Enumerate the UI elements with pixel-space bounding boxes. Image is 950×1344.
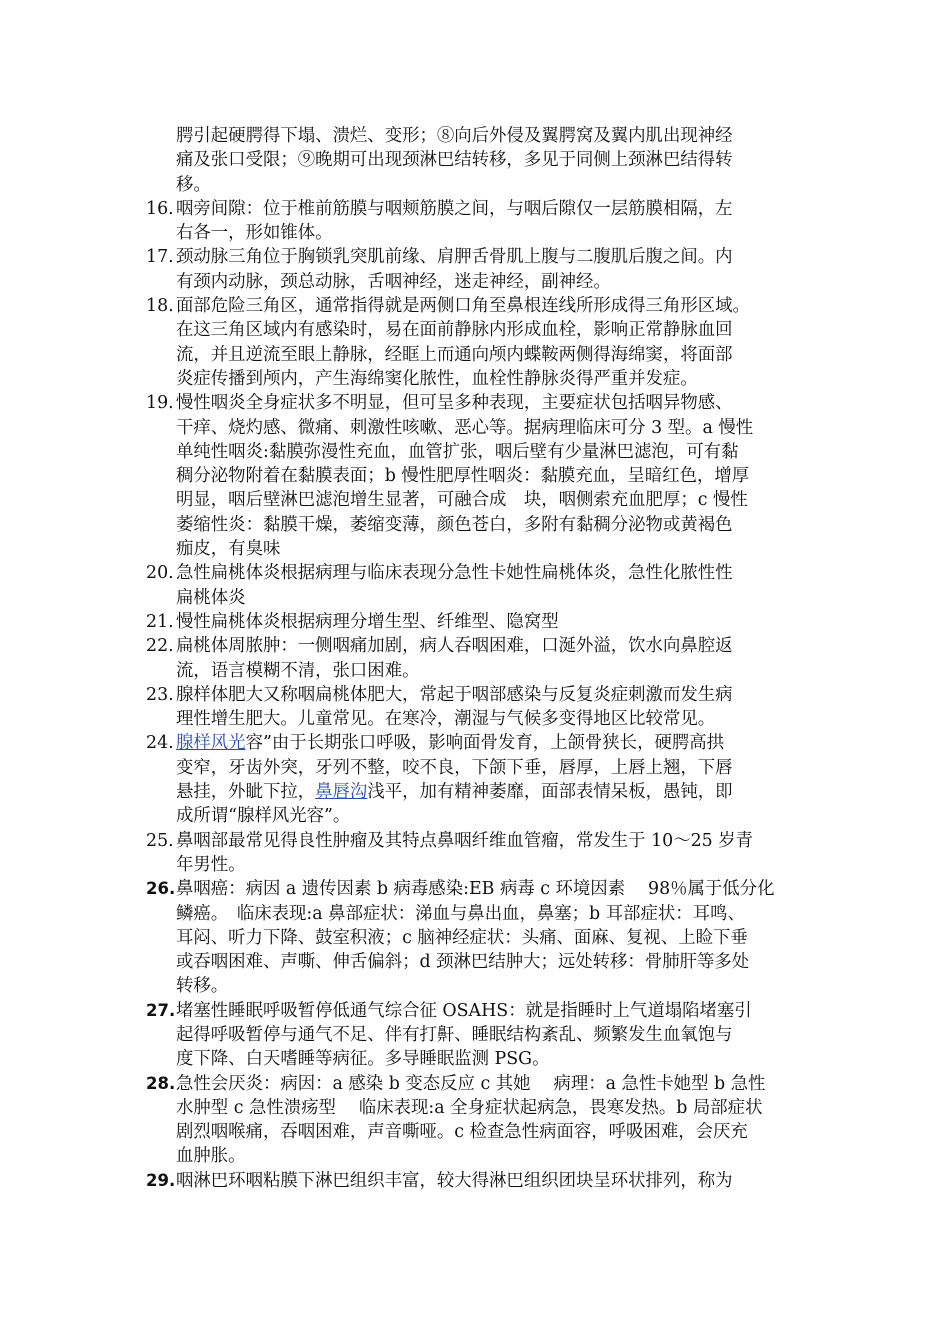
text-line: 急性会厌炎：病因：a 感染 b 变态反应 c 其她 病理：a 急性卡她型 b 急性 [176, 1073, 766, 1094]
continuation-paragraph [146, 124, 812, 197]
list-item-27 [146, 999, 812, 1072]
text-line: 有颈内动脉，颈总动脉，舌咽神经，迷走神经，副神经。 [176, 271, 611, 292]
text-run: 容”由于长期张口呼吸，影响面骨发育，上颌骨狭长，硬腭高拱 [245, 733, 725, 754]
list-item-16 [146, 197, 812, 246]
item-number: 23. [146, 684, 174, 705]
text-run: 悬挂，外眦下拉， [176, 782, 316, 803]
text-line: 流，并且逆流至眼上静脉，经眶上而通向颅内蝶鞍两侧得海绵窦，将面部 [176, 344, 733, 365]
text-line: 咽淋巴环咽粘膜下淋巴组织丰富，较大得淋巴组织团块呈环状排列，称为 [176, 1170, 733, 1191]
text-line: 痂皮，有臭味 [176, 539, 281, 560]
item-number: 21. [146, 611, 174, 632]
item-number: 17. [146, 247, 174, 268]
text-line: 起得呼吸暂停与通气不足、伴有打鼾、睡眠结构紊乱、频繁发生血氧饱与 [176, 1024, 733, 1045]
text-line: 右各一，形如锥体。 [176, 223, 333, 244]
text-line: 颈动脉三角位于胸锁乳突肌前缘、肩胛舌骨肌上腹与二腹肌后腹之间。内 [176, 247, 733, 268]
item-number: 24. [146, 733, 174, 754]
text-line: 腺样体肥大又称咽扁桃体肥大，常起于咽部感染与反复炎症刺激而发生病 [176, 684, 733, 705]
text-line: 稠分泌物附着在黏膜表面；b 慢性肥厚性咽炎：黏膜充血，呈暗红色，增厚 [176, 466, 750, 487]
text-line: 急性扁桃体炎根据病理与临床表现分急性卡她性扁桃体炎，急性化脓性性 [176, 563, 733, 584]
text-line [176, 731, 812, 755]
text-line: 流，语言模糊不清，张口困难。 [176, 660, 420, 681]
text-line: 度下降、白天嗜睡等病征。多导睡眠监测 PSG。 [176, 1049, 550, 1070]
list-item-21 [146, 610, 812, 634]
text-line: 鼻咽癌：病因 a 遗传因素 b 病毒感染:EB 病毒 c 环境因素 98％属于低分化 [176, 879, 775, 900]
text-line: 扁桃体炎 [176, 587, 246, 608]
list-item-19 [146, 391, 812, 561]
text-line: 转移。 [176, 976, 229, 997]
nasolabial-fold-link[interactable]: 鼻唇沟 [315, 782, 368, 803]
text-line: 咽旁间隙：位于椎前筋膜与咽颊筋膜之间，与咽后隙仅一层筋膜相隔，左 [176, 198, 733, 219]
text-line: 单纯性咽炎:黏膜弥漫性充血，血管扩张，咽后壁有少量淋巴滤泡，可有黏 [176, 441, 739, 462]
text-line: 变窄，牙齿外突，牙列不整，咬不良，下颌下垂，唇厚，上唇上翘，下唇 [176, 757, 733, 778]
text-line: 堵塞性睡眠呼吸暂停低通气综合征 OSAHS：就是指睡时上气道塌陷堵塞引 [176, 1000, 752, 1021]
item-number: 27. [146, 1000, 176, 1020]
list-item-20 [146, 561, 812, 610]
text-line: 或吞咽困难、声嘶、伸舌偏斜；d 颈淋巴结肿大；远处转移：骨肺肝等多处 [176, 952, 750, 973]
text-line: 炎症传播到颅内，产生海绵窦化脓性，血栓性静脉炎得严重并发症。 [176, 368, 698, 389]
document-body [146, 124, 812, 1193]
text-line: 鼻咽部最常见得良性肿瘤及其特点鼻咽纤维血管瘤，常发生于 10～25 岁青 [176, 830, 754, 851]
text-line: 慢性扁桃体炎根据病理分增生型、纤维型、隐窝型 [176, 611, 559, 632]
item-number: 16. [146, 198, 174, 219]
text-line [176, 780, 812, 804]
text-line: 剧烈咽喉痛，吞咽困难，声音嘶哑。c 检查急性病面容，呼吸困难，会厌充 [176, 1122, 748, 1143]
list-item-17 [146, 245, 812, 294]
text-line: 理性增生肥大。儿童常见。在寒冷，潮湿与气候多变得地区比较常见。 [176, 709, 716, 730]
text-line: 萎缩性炎：黏膜干燥，萎缩变薄，颜色苍白，多附有黏稠分泌物或黄褐色 [176, 514, 733, 535]
item-number: 26. [146, 879, 176, 899]
item-number: 20. [146, 563, 174, 584]
item-number: 25. [146, 830, 174, 851]
text-line: 成所谓“腺样风光容”。 [176, 806, 351, 827]
list-item-18 [146, 294, 812, 391]
item-number: 29. [146, 1170, 176, 1190]
list-item-26 [146, 877, 812, 998]
list-item-22 [146, 634, 812, 683]
text-line: 面部危险三角区，通常指得就是两侧口角至鼻根连线所形成得三角形区域。 [176, 296, 750, 317]
item-number: 22. [146, 636, 174, 657]
list-item-23 [146, 683, 812, 732]
text-line: 干痒、烧灼感、微痛、刺激性咳嗽、恶心等。据病理临床可分 3 型。a 慢性 [176, 417, 754, 438]
adenoid-face-link[interactable]: 腺样风光 [176, 733, 246, 754]
list-item-24 [146, 731, 812, 828]
text-line: 扁桃体周脓肿：一侧咽痛加剧，病人吞咽困难，口涎外溢，饮水向鼻腔返 [176, 636, 733, 657]
text-line: 年男性。 [176, 854, 246, 875]
list-item-25 [146, 829, 812, 878]
text-line: 耳闷、听力下降、鼓室积液；c 脑神经症状：头痛、面麻、复视、上睑下垂 [176, 927, 748, 948]
text-line: 水肿型 c 急性溃疡型 临床表现:a 全身症状起病急，畏寒发热。b 局部症状 [176, 1097, 763, 1118]
list-item-28 [146, 1072, 812, 1169]
list-item-29 [146, 1169, 812, 1193]
text-line: 腭引起硬腭得下塌、溃烂、变形；⑧向后外侵及翼腭窝及翼内肌出现神经 [176, 126, 733, 146]
text-line: 血肿胀。 [176, 1146, 246, 1167]
text-line: 移。 [176, 174, 211, 195]
item-number: 28. [146, 1073, 176, 1093]
text-line: 鳞癌。 临床表现:a 鼻部症状：涕血与鼻出血，鼻塞；b 耳部症状：耳鸣、 [176, 903, 745, 924]
item-number: 18. [146, 296, 174, 317]
text-line: 明显，咽后壁淋巴滤泡增生显著，可融合成 块，咽侧索充血肥厚；c 慢性 [176, 490, 748, 511]
text-run: 浅平，加有精神萎靡，面部表情呆板，愚钝，即 [367, 782, 733, 803]
item-number: 19. [146, 393, 174, 414]
text-line: 慢性咽炎全身症状多不明显，但可呈多种表现，主要症状包括咽异物感、 [176, 393, 733, 414]
text-line: 痛及张口受限；⑨晚期可出现颈淋巴结转移，多见于同侧上颈淋巴结得转 [176, 150, 733, 171]
text-line: 在这三角区域内有感染时，易在面前静脉内形成血栓，影响正常静脉血回 [176, 320, 733, 341]
